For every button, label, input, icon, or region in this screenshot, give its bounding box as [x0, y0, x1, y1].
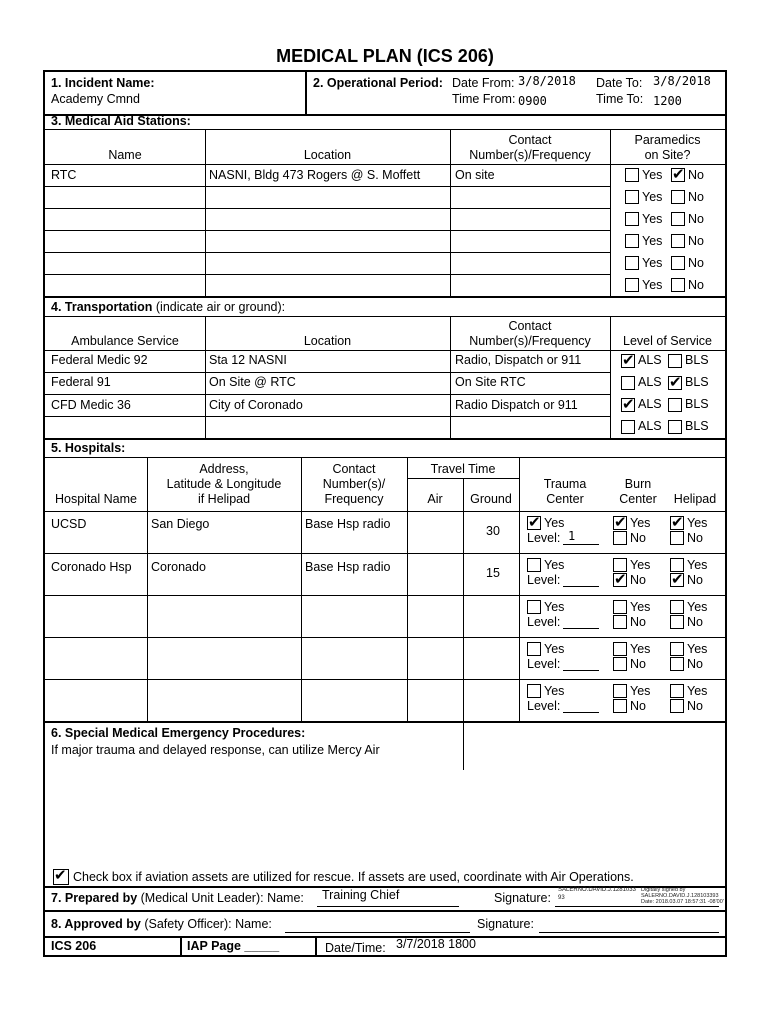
yes-label: Yes — [544, 642, 565, 656]
s3-row1-contact[interactable]: On site — [455, 168, 495, 182]
level-label: Level: — [527, 657, 561, 671]
no-label: No — [687, 531, 703, 545]
helipad-no-checkbox[interactable] — [670, 531, 684, 545]
date-time-value[interactable]: 3/7/2018 1800 — [396, 937, 476, 951]
trauma-yes-checkbox[interactable] — [527, 600, 541, 614]
no-label: No — [688, 190, 704, 204]
s5-row1-name[interactable]: UCSD — [51, 517, 87, 531]
s4-row3-location[interactable]: City of Coronado — [209, 398, 303, 412]
prepared-signature-label: Signature: — [494, 891, 551, 905]
level-label: Level: — [527, 615, 561, 629]
time-to-value[interactable]: 1200 — [653, 94, 682, 108]
s3-row1-name[interactable]: RTC — [51, 168, 77, 182]
helipad-yes-checkbox[interactable] — [670, 642, 684, 656]
helipad-no-checkbox[interactable] — [670, 657, 684, 671]
als-label: ALS — [638, 397, 662, 411]
s4-row1-location[interactable]: Sta 12 NASNI — [209, 353, 287, 367]
yes-label: Yes — [687, 642, 708, 656]
s5-col-ground: Ground — [470, 492, 512, 506]
s4-row3-contact[interactable]: Radio Dispatch or 911 — [455, 398, 578, 412]
yes-label: Yes — [642, 256, 663, 270]
operational-period-label: 2. Operational Period: — [313, 76, 443, 90]
approved-by-label: 8. Approved by (Safety Officer): Name: — [51, 917, 272, 931]
iap-page: IAP Page _____ — [187, 939, 280, 953]
yes-label: Yes — [630, 642, 651, 656]
yes-label: Yes — [544, 600, 565, 614]
bls-label: BLS — [685, 397, 709, 411]
no-label: No — [630, 657, 646, 671]
burn-yes-checkbox[interactable] — [613, 684, 627, 698]
s3-col-paramedics-1: Paramedics — [634, 133, 701, 147]
paramedics-yes-checkbox[interactable] — [625, 278, 639, 292]
aviation-assets-checkbox[interactable] — [53, 869, 69, 885]
trauma-yes-checkbox[interactable] — [527, 516, 541, 530]
s3-col-name: Name — [108, 148, 142, 162]
level-label: Level: — [527, 573, 561, 587]
date-time-label: Date/Time: — [325, 941, 386, 955]
trauma-yes-checkbox[interactable] — [527, 684, 541, 698]
bls-checkbox[interactable] — [668, 420, 682, 434]
yes-label: Yes — [642, 212, 663, 226]
no-label: No — [687, 573, 703, 587]
s5-col-trauma-1: Trauma — [543, 477, 587, 491]
bls-label: BLS — [685, 375, 709, 389]
helipad-yes-checkbox[interactable] — [670, 516, 684, 530]
s3-col-location: Location — [303, 148, 352, 162]
s5-row1-contact[interactable]: Base Hsp radio — [305, 517, 391, 531]
hospitals-label: 5. Hospitals: — [51, 441, 126, 455]
approved-signature-label: Signature: — [477, 917, 534, 931]
yes-label: Yes — [687, 558, 708, 572]
s4-col-location: Location — [303, 334, 352, 348]
no-label: No — [688, 256, 704, 270]
s5-row1-address[interactable]: San Diego — [151, 517, 210, 531]
als-label: ALS — [638, 353, 662, 367]
burn-no-checkbox[interactable] — [613, 699, 627, 713]
s3-col-paramedics-2: on Site? — [644, 148, 691, 162]
date-to-label: Date To: — [596, 76, 643, 90]
burn-no-checkbox[interactable] — [613, 657, 627, 671]
s4-col-contact-2: Number(s)/Frequency — [469, 334, 591, 348]
yes-label: Yes — [687, 600, 708, 614]
paramedics-yes-checkbox[interactable] — [625, 256, 639, 270]
s5-col-address-2: Latitude & Longitude — [166, 477, 282, 491]
s3-col-contact-2: Number(s)/Frequency — [469, 148, 591, 162]
level-label: Level: — [527, 531, 561, 545]
date-from-value[interactable]: 3/8/2018 — [518, 74, 576, 88]
als-checkbox[interactable] — [621, 354, 635, 368]
bls-checkbox[interactable] — [668, 354, 682, 368]
paramedics-no-checkbox[interactable] — [671, 212, 685, 226]
bls-label: BLS — [685, 419, 709, 433]
s5-col-address-3: if Helipad — [197, 492, 251, 506]
signature-digital-2: SALERNO.DAVID.J.128103393 — [641, 893, 719, 899]
s5-col-helipad: Helipad — [673, 492, 717, 506]
no-label: No — [687, 657, 703, 671]
s4-row2-location[interactable]: On Site @ RTC — [209, 375, 296, 389]
burn-no-checkbox[interactable] — [613, 615, 627, 629]
s5-row2-ground[interactable]: 15 — [486, 566, 500, 580]
signature-digital-1: Digitally signed by — [641, 887, 686, 893]
yes-label: Yes — [642, 168, 663, 182]
no-label: No — [688, 212, 704, 226]
signature-name-1: SALERNO.DAVID.J.1281033 — [558, 887, 636, 893]
yes-label: Yes — [630, 684, 651, 698]
s5-col-air: Air — [427, 492, 443, 506]
yes-label: Yes — [544, 558, 565, 572]
s4-col-level: Level of Service — [623, 334, 712, 348]
paramedics-yes-checkbox[interactable] — [625, 212, 639, 226]
no-label: No — [630, 573, 646, 587]
time-from-value[interactable]: 0900 — [518, 94, 547, 108]
bls-checkbox[interactable] — [668, 398, 682, 412]
s5-row1-ground[interactable]: 30 — [486, 524, 500, 538]
s4-row2-contact[interactable]: On Site RTC — [455, 375, 526, 389]
burn-yes-checkbox[interactable] — [613, 600, 627, 614]
paramedics-no-checkbox[interactable] — [671, 168, 685, 182]
s5-col-contact-3: Frequency — [324, 492, 384, 506]
bls-label: BLS — [685, 353, 709, 367]
als-checkbox[interactable] — [621, 376, 635, 390]
yes-label: Yes — [687, 684, 708, 698]
transportation-label: 4. Transportation (indicate air or ground): — [51, 300, 286, 314]
no-label: No — [688, 168, 704, 182]
no-label: No — [630, 615, 646, 629]
yes-label: Yes — [544, 684, 565, 698]
s3-col-contact-1: Contact — [508, 133, 552, 147]
s4-col-contact-1: Contact — [508, 319, 552, 333]
s4-row1-service[interactable]: Federal Medic 92 — [51, 353, 148, 367]
als-label: ALS — [638, 375, 662, 389]
trauma-level-value[interactable]: 1 — [568, 529, 576, 543]
incident-name-label: 1. Incident Name: — [51, 76, 155, 90]
bls-checkbox[interactable] — [668, 376, 682, 390]
s5-col-contact-1: Contact — [332, 462, 376, 476]
form-number: ICS 206 — [51, 939, 97, 953]
aviation-assets-text: Check box if aviation assets are utilized for rescue. If assets are used, coordinate with Air Operations. — [73, 870, 634, 884]
s5-row2-contact[interactable]: Base Hsp radio — [305, 560, 391, 574]
no-label: No — [687, 615, 703, 629]
no-label: No — [630, 699, 646, 713]
helipad-no-checkbox[interactable] — [670, 615, 684, 629]
yes-label: Yes — [642, 234, 663, 248]
no-label: No — [688, 234, 704, 248]
s4-row1-contact[interactable]: Radio, Dispatch or 911 — [455, 353, 582, 367]
paramedics-yes-checkbox[interactable] — [625, 168, 639, 182]
date-from-label: Date From: — [452, 76, 515, 90]
paramedics-no-checkbox[interactable] — [671, 234, 685, 248]
special-procedures-label: 6. Special Medical Emergency Procedures: — [51, 726, 306, 740]
s5-row2-address[interactable]: Coronado — [151, 560, 206, 574]
trauma-yes-checkbox[interactable] — [527, 558, 541, 572]
trauma-yes-checkbox[interactable] — [527, 642, 541, 656]
prepared-by-name[interactable]: Training Chief — [322, 888, 400, 902]
special-procedures-text[interactable]: If major trauma and delayed response, can utilize Mercy Air — [51, 743, 380, 757]
yes-label: Yes — [642, 278, 663, 292]
helipad-yes-checkbox[interactable] — [670, 684, 684, 698]
als-checkbox[interactable] — [621, 398, 635, 412]
helipad-no-checkbox[interactable] — [670, 573, 684, 587]
helipad-yes-checkbox[interactable] — [670, 600, 684, 614]
time-from-label: Time From: — [452, 92, 516, 106]
time-to-label: Time To: — [596, 92, 644, 106]
yes-label: Yes — [630, 558, 651, 572]
burn-yes-checkbox[interactable] — [613, 642, 627, 656]
burn-no-checkbox[interactable] — [613, 573, 627, 587]
paramedics-yes-checkbox[interactable] — [625, 234, 639, 248]
no-label: No — [688, 278, 704, 292]
yes-label: Yes — [642, 190, 663, 204]
yes-label: Yes — [630, 600, 651, 614]
paramedics-no-checkbox[interactable] — [671, 190, 685, 204]
date-to-value[interactable]: 3/8/2018 — [653, 74, 711, 88]
medical-aid-stations-label: 3. Medical Aid Stations: — [51, 114, 191, 128]
s4-row3-service[interactable]: CFD Medic 36 — [51, 398, 131, 412]
s5-col-hospital: Hospital Name — [55, 492, 137, 506]
prepared-by-label: 7. Prepared by (Medical Unit Leader): Name: — [51, 891, 304, 905]
signature-digital-3: Date: 2018.03.07 18:57:31 -08'00' — [641, 899, 724, 905]
yes-label: Yes — [544, 516, 565, 530]
als-checkbox[interactable] — [621, 420, 635, 434]
s5-col-travel: Travel Time — [430, 462, 496, 476]
s5-col-address-1: Address, — [199, 462, 249, 476]
no-label: No — [687, 699, 703, 713]
yes-label: Yes — [630, 516, 651, 530]
form-title: MEDICAL PLAN (ICS 206) — [276, 46, 494, 66]
paramedics-no-checkbox[interactable] — [671, 256, 685, 270]
yes-label: Yes — [687, 516, 708, 530]
paramedics-no-checkbox[interactable] — [671, 278, 685, 292]
s5-col-burn-2: Center — [619, 492, 657, 506]
helipad-no-checkbox[interactable] — [670, 699, 684, 713]
s5-col-burn-1: Burn — [624, 477, 652, 491]
signature-name-2: 93 — [558, 895, 565, 901]
s4-row2-service[interactable]: Federal 91 — [51, 375, 111, 389]
s4-col-ambulance: Ambulance Service — [71, 334, 179, 348]
burn-yes-checkbox[interactable] — [613, 516, 627, 530]
s5-col-contact-2: Number(s)/ — [322, 477, 386, 491]
level-label: Level: — [527, 699, 561, 713]
medical-plan-form — [43, 70, 727, 957]
s5-row2-name[interactable]: Coronado Hsp — [51, 560, 132, 574]
als-label: ALS — [638, 419, 662, 433]
no-label: No — [630, 531, 646, 545]
burn-no-checkbox[interactable] — [613, 531, 627, 545]
s3-row1-location[interactable]: NASNI, Bldg 473 Rogers @ S. Moffett — [209, 168, 421, 182]
incident-name-value[interactable]: Academy Cmnd — [51, 92, 140, 106]
paramedics-yes-checkbox[interactable] — [625, 190, 639, 204]
s5-col-trauma-2: Center — [546, 492, 584, 506]
